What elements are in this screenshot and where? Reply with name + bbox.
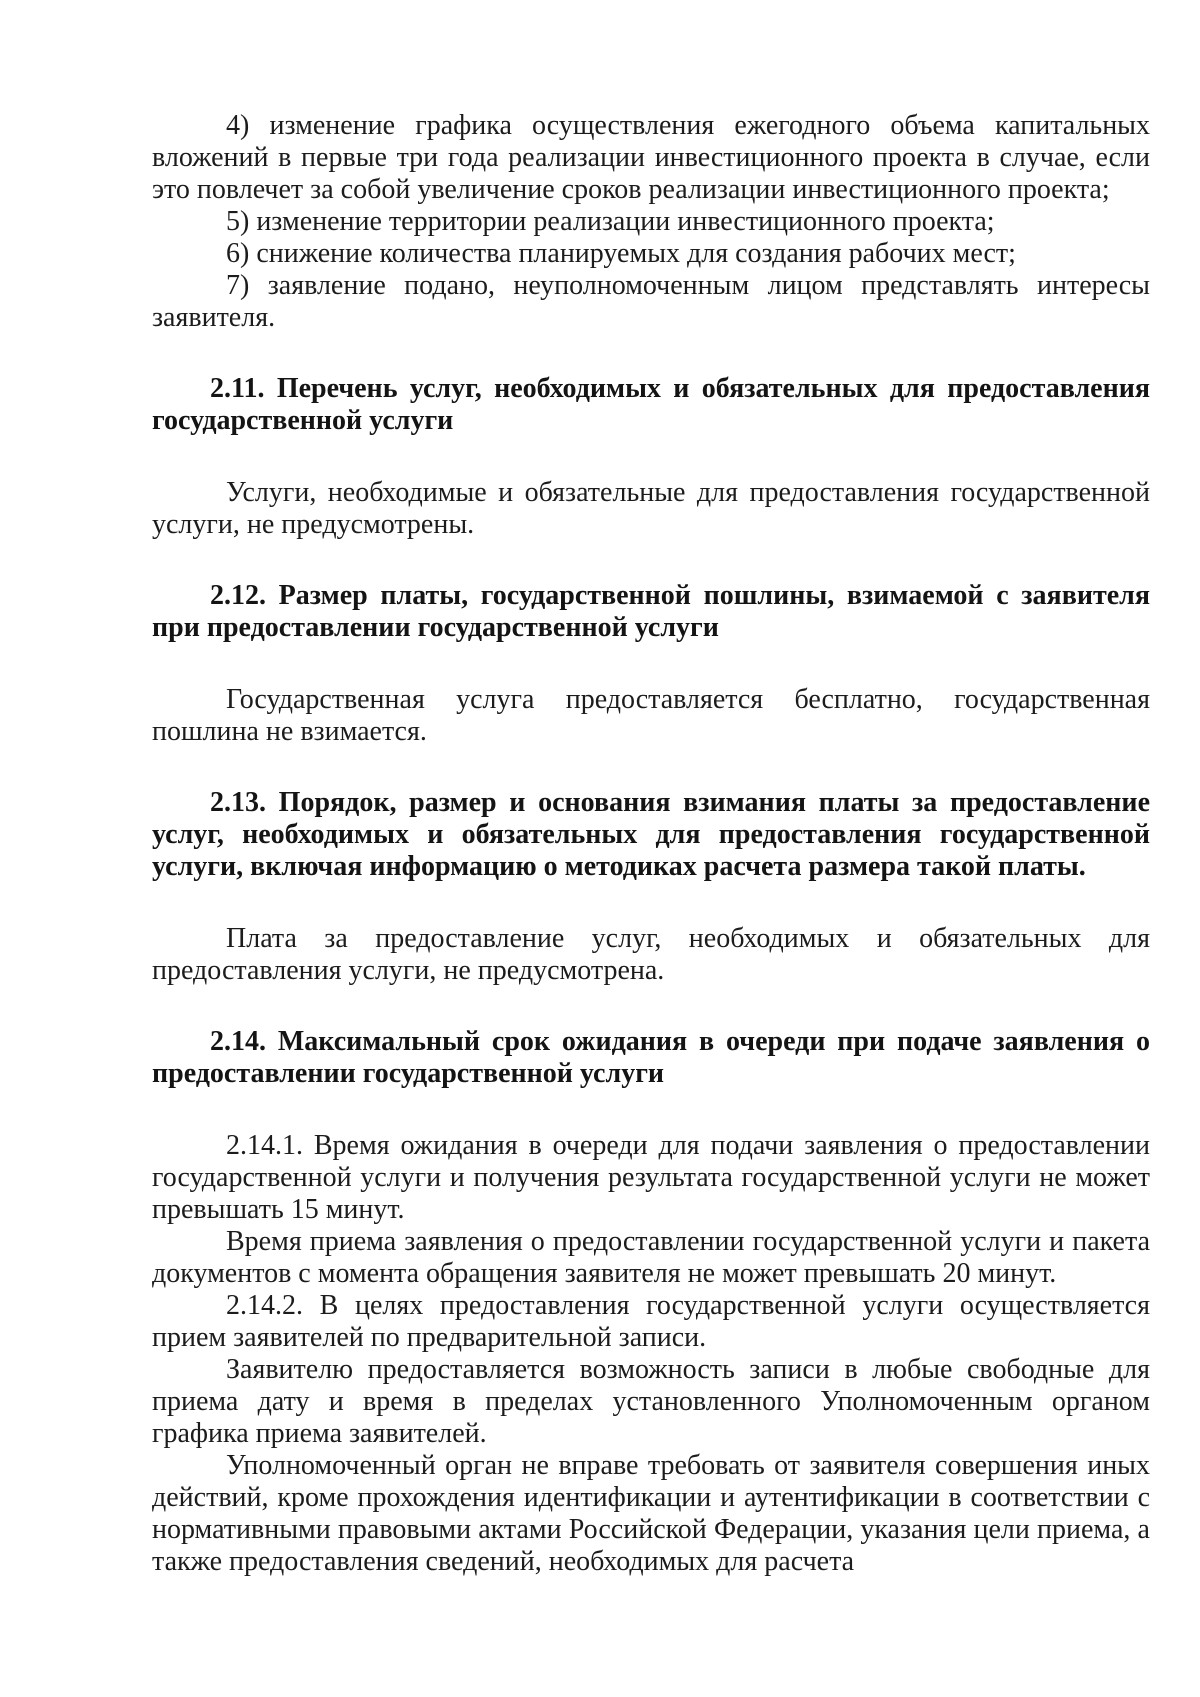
list-item-6: 6) снижение количества планируемых для создания рабочих мест; <box>226 238 1016 269</box>
list-item-4: 4) изменение графика осуществления ежегодного объема капитальных вложений в первые три года реализации инвестиционного проекта в случае, если это повлечет за собой увеличение сроков реализации инвестиционного проекта; <box>152 110 1150 205</box>
section-body-2-14-1-b: Время приема заявления о предоставлении государственной услуги и пакета документов с момента обращения заявителя не может превышать 20 минут. <box>152 1226 1150 1289</box>
section-body-2-13: Плата за предоставление услуг, необходимых и обязательных для предоставления услуги, не предусмотрена. <box>152 923 1150 986</box>
section-body-2-14-2: 2.14.2. В целях предоставления государственной услуги осуществляется прием заявителей по предварительной записи. <box>152 1290 1150 1353</box>
section-body-2-14-1: 2.14.1. Время ожидания в очереди для подачи заявления о предоставлении государственной услуги и получения результата государственной услуги не может превышать 15 минут. <box>152 1130 1150 1225</box>
section-body-2-11: Услуги, необходимые и обязательные для предоставления государственной услуги, не предусмотрены. <box>152 477 1150 540</box>
list-item-5: 5) изменение территории реализации инвестиционного проекта; <box>226 206 995 237</box>
document-page <box>152 110 1150 1578</box>
section-heading-2-13: 2.13. Порядок, размер и основания взимания платы за предоставление услуг, необходимых и обязательных для предоставления государственной услуги, включая информацию о методиках расчета размера такой платы. <box>152 787 1150 882</box>
section-body-2-14-2-b: Заявителю предоставляется возможность записи в любые свободные для приема дату и время в пределах установленного Уполномоченным органом графика приема заявителей. <box>152 1354 1150 1449</box>
list-item-7: 7) заявление подано, неуполномоченным лицом представлять интересы заявителя. <box>152 270 1150 333</box>
section-heading-2-12: 2.12. Размер платы, государственной пошлины, взимаемой с заявителя при предоставлении государственной услуги <box>152 580 1150 643</box>
section-heading-2-11: 2.11. Перечень услуг, необходимых и обязательных для предоставления государственной услуги <box>152 373 1150 436</box>
section-body-2-12: Государственная услуга предоставляется бесплатно, государственная пошлина не взимается. <box>152 684 1150 747</box>
section-heading-2-14: 2.14. Максимальный срок ожидания в очереди при подаче заявления о предоставлении государственной услуги <box>152 1026 1150 1089</box>
section-body-2-14-2-c: Уполномоченный орган не вправе требовать от заявителя совершения иных действий, кроме прохождения идентификации и аутентификации в соответствии с нормативными правовыми актами Российской Федерации, указания цели приема, а также предоставления сведений, необходимых для расчета <box>152 1450 1150 1577</box>
